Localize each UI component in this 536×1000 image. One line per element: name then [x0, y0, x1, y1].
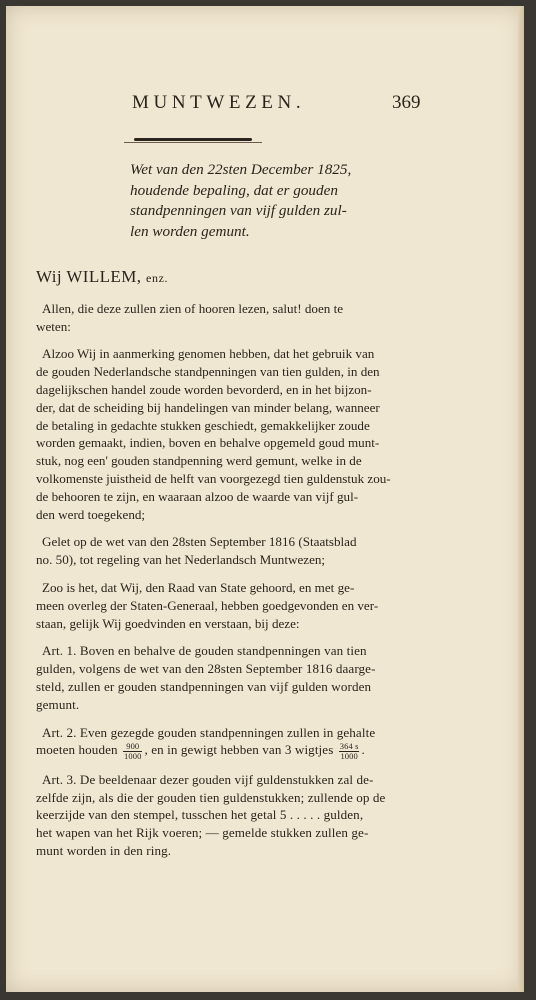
page-number: 369: [392, 92, 421, 113]
text-line: de gouden Nederlandsche standpenningen van tien gulden, in den: [36, 364, 380, 380]
text-line: Zoo is het, dat Wij, den Raad van State gehoord, en met ge-: [42, 579, 355, 595]
text-line: no. 50), tot regeling van het Nederlandsch Muntwezen;: [36, 552, 326, 568]
title-rule-thin: [124, 142, 262, 143]
title-rule: [134, 138, 252, 141]
body-text: [36, 268, 428, 870]
law-title-line: Wet van den 22sten December 1825,: [130, 161, 352, 178]
paragraph-gelet: [36, 533, 428, 569]
text-line: de behooren te zijn, en waaraan alzoo de waarde van vijf gul-: [36, 488, 359, 504]
text-line: gemunt.: [36, 696, 80, 712]
king-name: Wij WILLEM,: [36, 267, 142, 286]
text-line: steld, zullen er gouden standpenningen van vijf gulden worden: [36, 678, 372, 694]
text-line: der, dat de scheiding bij handelingen van minder belang, wanneer: [36, 399, 380, 415]
text-line: worden gemaakt, indien, boven en behalve opgemeld goud munt-: [36, 435, 380, 451]
book-page: [6, 6, 524, 992]
text-line: de betaling in gedachte stukken geschiedt, gemakkelijker zoude: [36, 417, 370, 433]
text-fragment: .: [361, 742, 365, 758]
text-line: keerzijde van den stempel, tusschen het getal 5 . . . . . gulden,: [36, 807, 364, 823]
law-title-line: houdende bepaling, dat er gouden: [130, 181, 338, 199]
page-header: [6, 92, 524, 120]
fineness-fraction: [123, 742, 142, 761]
text-line: stuk, nog een' gouden standpenning werd gemunt, welke in de: [36, 453, 362, 469]
text-line: het wapen van het Rijk voeren; — gemelde stukken zullen ge-: [36, 825, 369, 841]
text-line: Art. 1. Boven en behalve de gouden standpenningen van tien: [42, 643, 367, 659]
paragraph-considerans: [36, 345, 428, 523]
law-title-line: standpenningen van vijf gulden zul-: [130, 202, 347, 219]
text-line: zelfde zijn, als die der gouden tien guldenstukken; zullende op de: [36, 789, 386, 805]
text-line: weten:: [36, 318, 71, 334]
text-line: munt worden in den ring.: [36, 843, 172, 859]
text-line-with-fractions: [36, 741, 428, 761]
article-1: [36, 642, 428, 713]
fraction-numerator: 364 s: [339, 740, 359, 751]
text-line: Alzoo Wij in aanmerking genomen hebben, dat het gebruik van: [42, 346, 375, 362]
king-enz: enz.: [146, 271, 169, 285]
fraction-denominator: 1000: [340, 750, 358, 761]
page-edge: [518, 6, 524, 992]
weight-fraction: [339, 742, 360, 761]
law-title: [130, 160, 430, 242]
text-line: volkomenste juistheid de helft van voorgezegd tien guldenstuk zou-: [36, 470, 391, 486]
text-line: Allen, die deze zullen zien of hooren lezen, salut! doen te: [42, 300, 344, 316]
king-heading: [36, 268, 428, 288]
paragraph-salut: [36, 300, 428, 336]
fraction-numerator: 900: [123, 742, 142, 752]
text-line: dagelijkschen handel zoude worden bevorderd, en in het bijzon-: [36, 381, 372, 397]
text-fragment: , en in gewigt hebben van 3 wigtjes: [144, 742, 334, 758]
article-3: [36, 771, 428, 860]
text-line: meen overleg der Staten-Generaal, hebben goedgevonden en ver-: [36, 597, 379, 613]
fraction-denominator: 1000: [124, 750, 142, 761]
running-title: MUNTWEZEN.: [132, 92, 306, 113]
text-fragment: moeten houden: [36, 742, 118, 758]
paragraph-besluit: [36, 579, 428, 632]
text-line: Gelet op de wet van den 28sten September 1816 (Staatsblad: [42, 534, 357, 550]
law-title-line: len worden gemunt.: [130, 222, 250, 240]
text-line: staan, gelijk Wij goedvinden en verstaan, bij deze:: [36, 615, 300, 631]
text-line: den werd toegekend;: [36, 506, 146, 522]
text-line: Art. 2. Even gezegde gouden standpenningen zullen in gehalte: [42, 724, 376, 740]
text-line: Art. 3. De beeldenaar dezer gouden vijf guldenstukken zal de-: [42, 771, 374, 787]
text-line: gulden, volgens de wet van den 28sten September 1816 daarge-: [36, 661, 376, 677]
article-2: [36, 724, 428, 761]
